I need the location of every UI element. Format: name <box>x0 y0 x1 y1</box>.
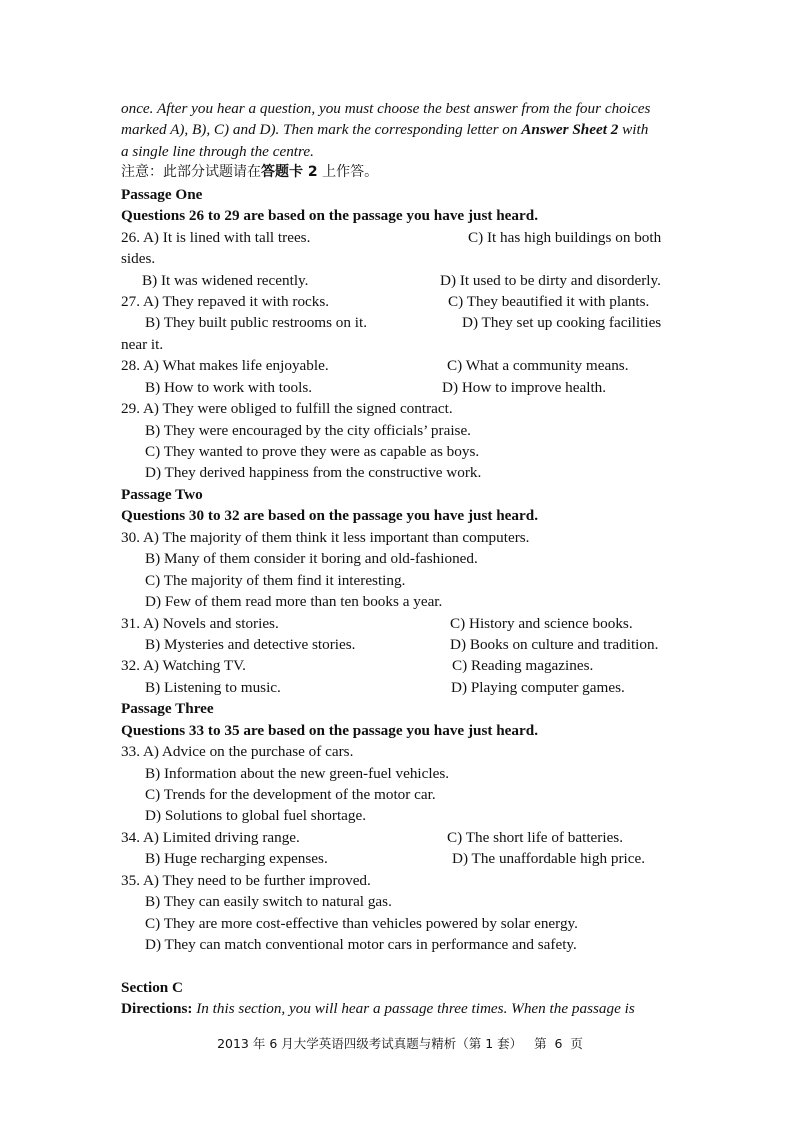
section-gap <box>121 956 687 977</box>
q32-option-c: C) Reading magazines. <box>452 657 594 675</box>
note-pre: 注意：此部分试题请在 <box>121 164 261 181</box>
intro-line-1: once. After you hear a question, you must choose the best answer from the four choices <box>121 100 651 117</box>
q35-option-d: D) They can match conventional motor cars in performance and safety. <box>145 936 577 954</box>
q26-option-c: C) It has high buildings on both <box>468 228 662 246</box>
q27-option-a: 27. A) They repaved it with rocks. <box>121 292 330 310</box>
passage-one-instruction: Questions 26 to 29 are based on the passage you have just heard. <box>121 207 538 225</box>
q35-option-c: C) They are more cost-effective than vehicles powered by solar energy. <box>145 914 578 932</box>
q26-option-a: 26. A) It is lined with tall trees. <box>121 228 311 246</box>
q32-option-a: 32. A) Watching TV. <box>121 657 246 675</box>
q31-option-a: 31. A) Novels and stories. <box>121 614 279 632</box>
question-28-row-2 <box>121 377 687 398</box>
question-32-row-1 <box>121 655 687 676</box>
intro-line-2 <box>121 119 687 140</box>
q32-option-b: B) Listening to music. <box>145 678 281 696</box>
q29-option-d: D) They derived happiness from the constructive work. <box>145 464 482 482</box>
q30-option-d: D) Few of them read more than ten books a year. <box>145 593 443 611</box>
q33-option-d: D) Solutions to global fuel shortage. <box>145 807 367 825</box>
passage-three-instruction: Questions 33 to 35 are based on the passage you have just heard. <box>121 721 538 739</box>
question-27-row-2 <box>121 312 687 333</box>
intro-line-3: a single line through the centre. <box>121 142 314 160</box>
q26-continuation: sides. <box>121 250 156 268</box>
q31-option-d: D) Books on culture and tradition. <box>450 635 659 653</box>
intro-line-2-pre: marked A), B), C) and D). Then mark the corresponding letter on <box>121 121 522 139</box>
question-32-row-2 <box>121 677 687 698</box>
q27-option-d: D) They set up cooking facilities <box>462 314 662 332</box>
q35-option-b: B) They can easily switch to natural gas. <box>145 893 392 911</box>
question-27-row-1 <box>121 291 687 312</box>
section-c-title: Section C <box>121 978 184 996</box>
q35-option-a: 35. A) They need to be further improved. <box>121 871 371 889</box>
q34-option-a: 34. A) Limited driving range. <box>121 828 300 846</box>
note-bold: 答题卡 2 <box>261 164 318 181</box>
note-post: 上作答。 <box>317 164 379 181</box>
q34-option-c: C) The short life of batteries. <box>447 828 624 846</box>
q30-option-b: B) Many of them consider it boring and old-fashioned. <box>145 550 478 568</box>
q33-option-b: B) Information about the new green-fuel vehicles. <box>145 764 450 782</box>
q30-option-a: 30. A) The majority of them think it less important than computers. <box>121 528 530 546</box>
question-26-row-1 <box>121 227 687 248</box>
q28-option-c: C) What a community means. <box>447 357 629 375</box>
q27-option-c: C) They beautified it with plants. <box>448 292 650 310</box>
directions-text: In this section, you will hear a passage three times. When the passage is <box>192 1000 635 1018</box>
q28-option-b: B) How to work with tools. <box>145 378 313 396</box>
q29-option-a: 29. A) They were obliged to fulfill the signed contract. <box>121 400 453 418</box>
q27-option-b: B) They built public restrooms on it. <box>145 314 368 332</box>
page-content <box>121 98 687 1020</box>
q30-option-c: C) The majority of them find it interesting. <box>145 571 406 589</box>
answer-sheet-ref: Answer Sheet 2 <box>521 121 619 139</box>
q29-option-c: C) They wanted to prove they were as capable as boys. <box>145 443 480 460</box>
passage-two-title: Passage Two <box>121 485 203 503</box>
question-31-row-1 <box>121 613 687 634</box>
q27-continuation: near it. <box>121 335 164 353</box>
q31-option-c: C) History and science books. <box>450 614 633 632</box>
q29-option-b: B) They were encouraged by the city officials’ praise. <box>145 421 471 439</box>
q33-option-c: C) Trends for the development of the motor car. <box>145 786 436 803</box>
q28-option-d: D) How to improve health. <box>442 378 607 396</box>
page-footer: 2013 年 6 月大学英语四级考试真题与精析（第 1 套） 第 6 页 <box>217 1036 583 1051</box>
q31-option-b: B) Mysteries and detective stories. <box>145 635 356 653</box>
question-31-row-2 <box>121 634 687 655</box>
q34-option-d: D) The unaffordable high price. <box>452 850 646 868</box>
q26-option-b: B) It was widened recently. <box>142 271 309 289</box>
directions-label: Directions: <box>121 1000 193 1018</box>
passage-two-instruction: Questions 30 to 32 are based on the passage you have just heard. <box>121 507 538 525</box>
section-c-directions <box>121 998 687 1019</box>
q26-option-d: D) It used to be dirty and disorderly. <box>440 271 661 289</box>
q33-option-a: 33. A) Advice on the purchase of cars. <box>121 743 354 761</box>
intro-line-2-post: with <box>618 121 649 139</box>
passage-one-title: Passage One <box>121 185 203 203</box>
q28-option-a: 28. A) What makes life enjoyable. <box>121 357 329 375</box>
question-34-row-1 <box>121 827 687 848</box>
question-34-row-2 <box>121 848 687 869</box>
passage-three-title: Passage Three <box>121 700 214 718</box>
chinese-note <box>121 162 687 183</box>
q32-option-d: D) Playing computer games. <box>451 678 625 696</box>
question-26-row-2 <box>121 270 687 291</box>
question-28-row-1 <box>121 355 687 376</box>
q34-option-b: B) Huge recharging expenses. <box>145 850 328 868</box>
